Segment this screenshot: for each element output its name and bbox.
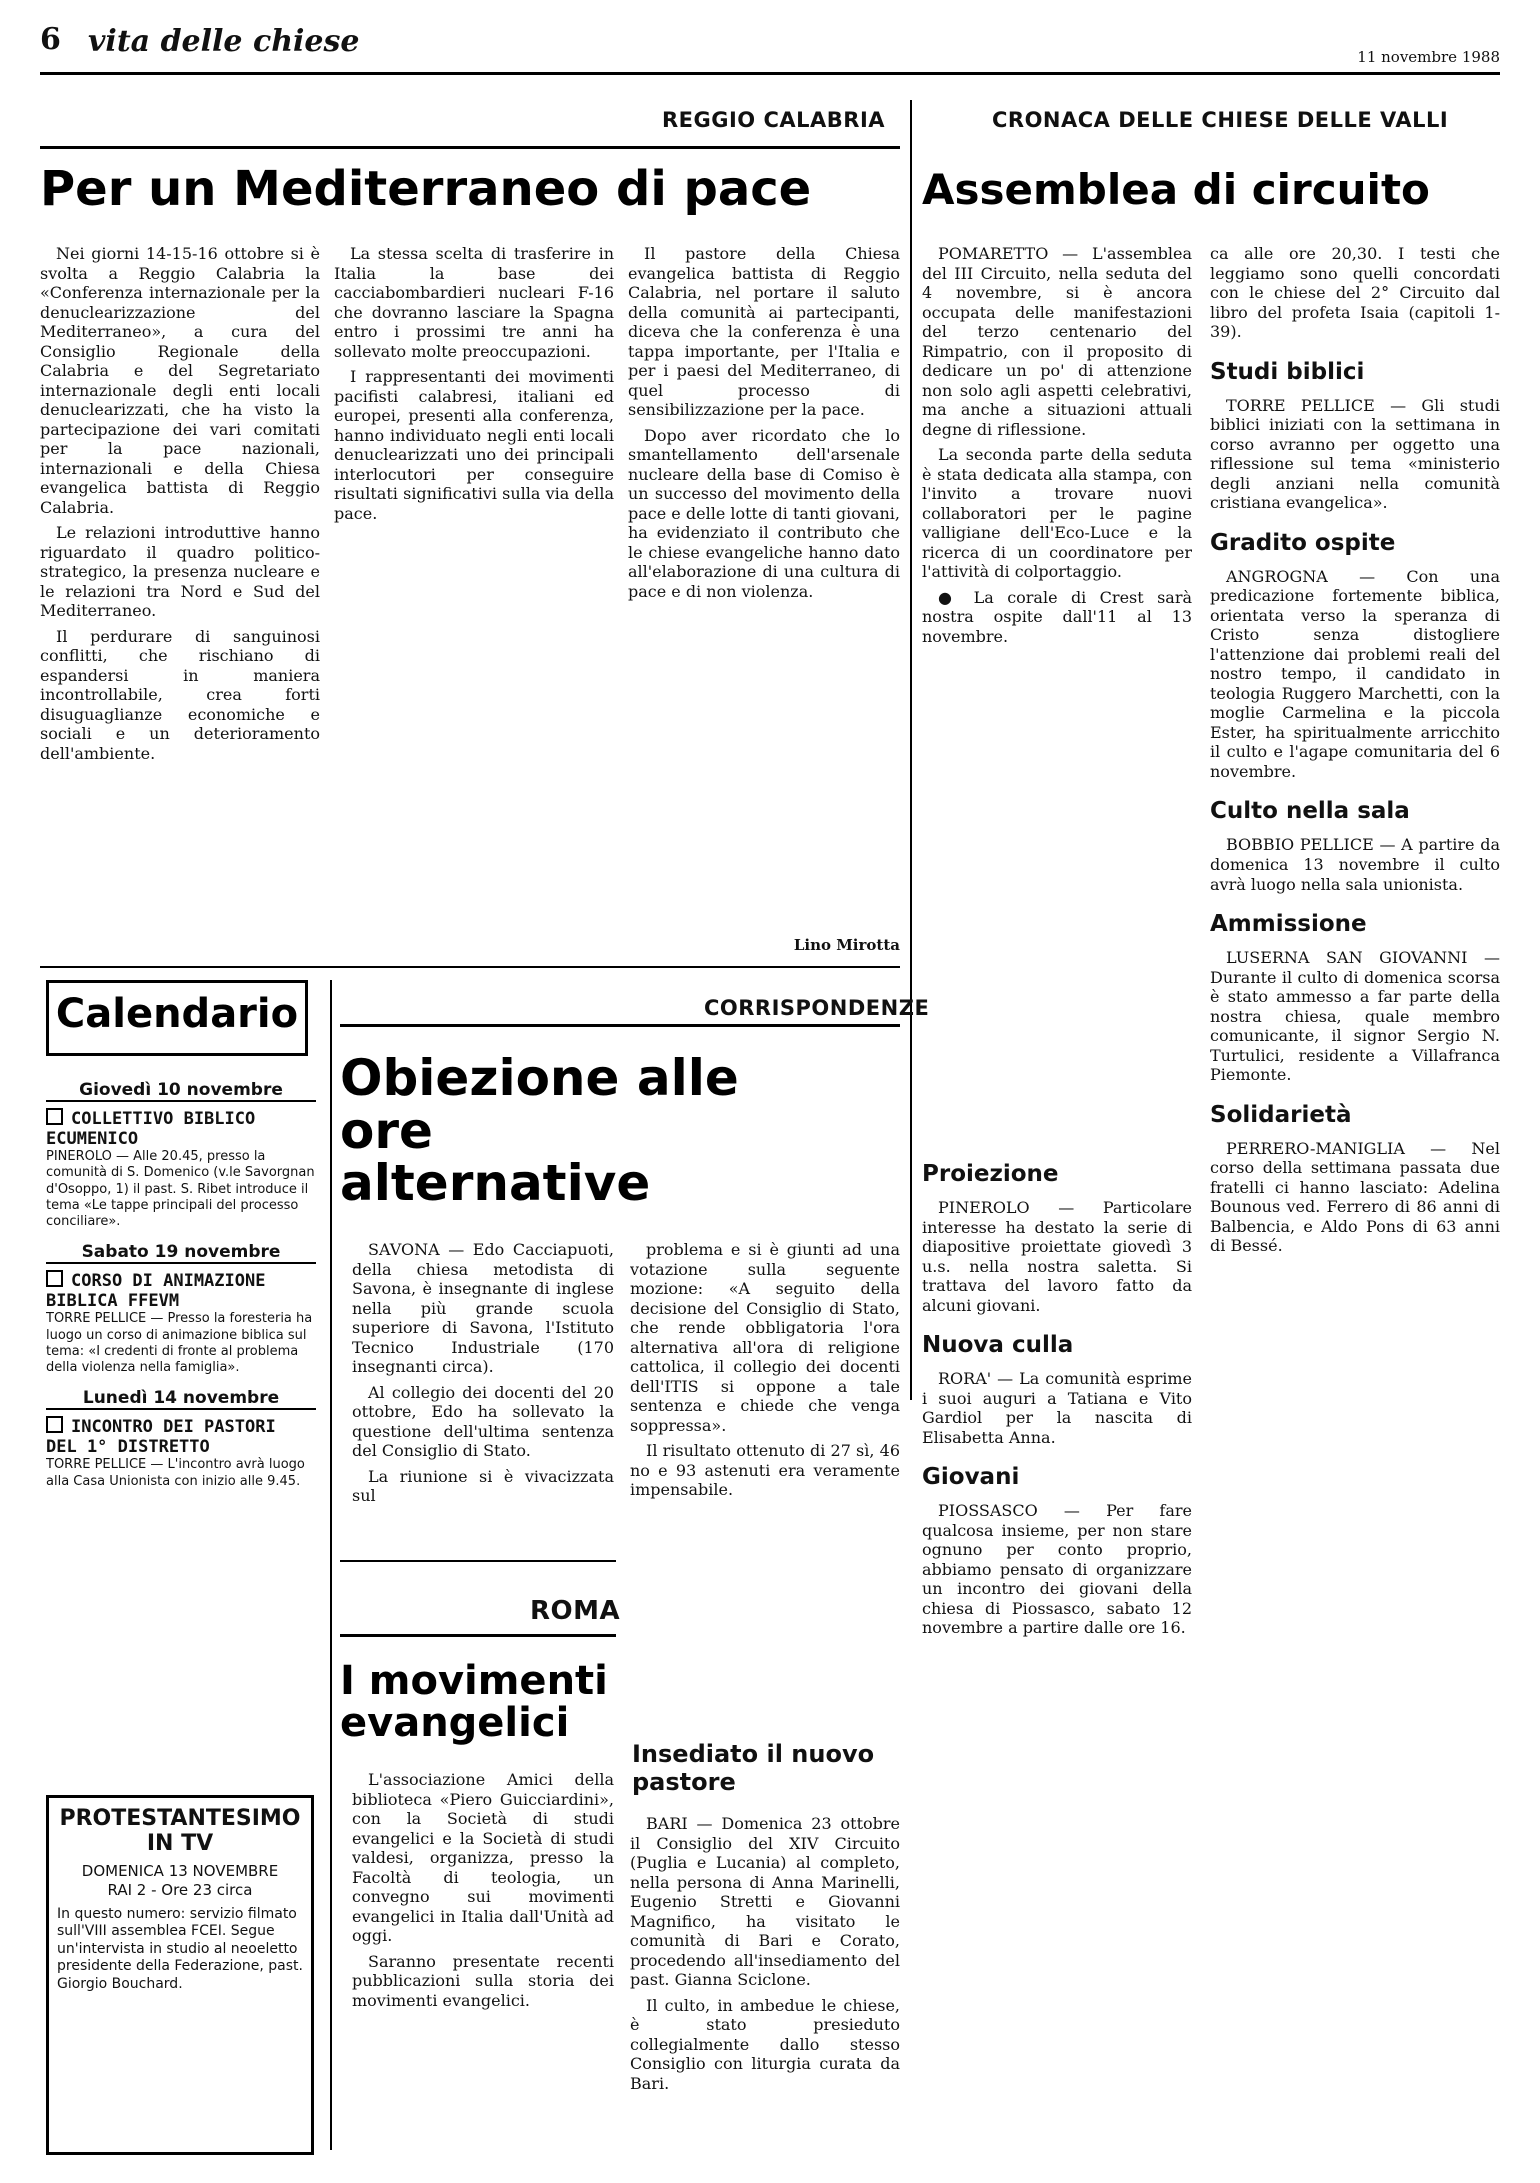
column-divider [330,980,332,2150]
paragraph: SAVONA — Edo Cacciapuoti, della chiesa metodista di Savona, è insegnante di inglese nella più grande scuola superiore di Savona, l'Istituto Tecnico Industriale (170 insegnanti circa). [352,1240,614,1377]
story-column [922,244,1192,1164]
column-divider [910,100,912,1400]
section-title: vita delle chiese [88,24,360,59]
paragraph: PERRERO-MANIGLIA — Nel corso della settimana passata due fratelli ci hanno lasciato: Adelina Bounous ved. Ferrero di 86 anni di Balbencia, e Aldo Pons di 63 anni di Bessé. [1210,1138,1500,1256]
paragraph: I rappresentanti dei movimenti pacifisti calabresi, italiani ed europei, presenti alla conferenza, hanno individuato negli enti locali denuclearizzati uno dei principali interlocutori per conseguire risultati significativi sulla via della pace. [334,367,614,523]
subhead-gradito: Gradito ospite [1210,529,1396,556]
paragraph: Il perdurare di sanguinosi conflitti, che rischiano di espandersi in maniera incontrollabile, crea forti disuguaglianze economiche e sociali e un deterioramento dell'ambiente. [40,626,320,763]
paragraph: La seconda parte della seduta è stata dedicata alla stampa, con l'invito a trovare nuovi collaboratori per le pagine valligiane dell'Eco-Luce e la ricerca di un coordinatore per l'attività di colportaggio. [922,445,1192,582]
event-day: Sabato 19 novembre [46,1242,316,1264]
subhead-studi: Studi biblici [1210,358,1365,385]
tv-text: In questo numero: servizio filmato sull'VIII assemblea FCEI. Segue un'intervista in studio al neoeletto presidente della Federazione, past. Giorgio Bouchard. [57,1905,303,1992]
kicker-reggio: REGGIO CALABRIA [662,108,886,132]
section-rule [340,1560,616,1562]
paragraph: LUSERNA SAN GIOVANNI — Durante il culto di domenica scorsa è stato ammesso a far parte della nostra chiesa, quale membro comunicante, il signor Sergio N. Turtulici, residente a Villafranca Piemonte. [1210,948,1500,1085]
page-number: 6 [40,22,61,57]
paragraph: BARI — Domenica 23 ottobre il Consiglio del XIV Circuito (Puglia e Lucania) al completo, nella persona di Anna Marinelli, Eugenio Stretti e Giovanni Magnifico, ha visitato le comunità di Bari e Corato, procedendo all'insediamento del past. Gianna Sciclone. [630,1814,900,1990]
story-column [334,244,614,944]
kicker-rule [340,1634,616,1637]
calendar-event [46,1080,316,1230]
paragraph: Il risultato ottenuto di 27 sì, 46 no e 93 astenuti era veramente impensabile. [630,1441,900,1500]
subhead-giovani: Giovani [922,1464,1020,1491]
kicker-roma: ROMA [530,1596,621,1626]
paragraph: Il pastore della Chiesa evangelica battista di Reggio Calabria, nel portare il saluto della comunità ai partecipanti, diceva che la conferenza è una tappa importante, per l'Italia e per i paesi del Mediterraneo, di quel processo di sensibilizzazione per la pace. [628,244,900,420]
calendar-event [46,1388,316,1490]
subhead-ammissione: Ammissione [1210,911,1367,938]
story-column [40,244,320,944]
paragraph: Al collegio dei docenti del 20 ottobre, Edo ha sollevato la questione dell'ultima sentenza del Consiglio di Stato. [352,1382,614,1461]
notices-column [1210,244,1500,2144]
paragraph: PINEROLO — Particolare interesse ha destato la serie di diapositive proiettate giovedì 3 u.s. nella nostra saletta. Si trattava del lavoro fatto da alcuni giovani. [922,1198,1192,1315]
kicker-rule [340,1024,900,1027]
headline-insediato: Insediato il nuovo pastore [632,1740,875,1796]
paragraph: ● La corale di Crest sarà nostra ospite dall'11 al 13 novembre. [922,587,1192,646]
paragraph: ANGROGNA — Con una predicazione fortemente biblica, orientata verso la speranza di Cristo senza distogliere l'attenzione dai problemi reali del nostro tempo, il candidato in teologia Ruggero Marchetti, con la moglie Carmelina e la piccola Ester, ha spiritualmente arricchito il culto e l'agape comunitaria del 6 novembre. [1210,566,1500,781]
calendar-title: Calendario [55,991,299,1037]
paragraph: La stessa scelta di trasferire in Italia la base dei cacciabombardieri nucleari F-16 che dovranno lasciare la Spagna entro i prossimi tre anni ha sollevato molte preoccupazioni. [334,244,614,361]
paragraph: La riunione si è vivacizzata sul [352,1466,614,1506]
story-column [352,1240,614,1560]
paragraph: TORRE PELLICE — Gli studi biblici iniziati con la settimana in corso avranno per oggetto una riflessione sul tema «ministerio degli anziani nella comunità cristiana evangelica». [1210,395,1500,513]
kicker-valli: CRONACA DELLE CHIESE DELLE VALLI [992,108,1449,132]
tv-box [46,1795,314,2155]
paragraph: Saranno presentate recenti pubblicazioni sulla storia dei movimenti evangelici. [352,1951,614,2010]
notices-column [922,1160,1192,2150]
event-name: COLLETTIVO BIBLICO ECUMENICO [46,1109,256,1149]
paragraph: Nei giorni 14-15-16 ottobre si è svolta a Reggio Calabria la «Conferenza internazionale per la denuclearizzazione del Mediterraneo», a cura del Consiglio Regionale della Calabria e del Segretariato internazionale degli enti locali denuclearizzati, che ha visto la partecipazione dei vari comitati per la pace nazionali, internazionali e della Chiesa evangelica battista di Reggio Calabria. [40,244,320,517]
event-day: Lunedì 14 novembre [46,1388,316,1410]
paragraph: Le relazioni introduttive hanno riguardato il quadro politico-strategico, la presenza nucleare e le relazioni tra Nord e Sud del Mediterraneo. [40,523,320,621]
event-text: TORRE PELLICE — L'incontro avrà luogo alla Casa Unionista con inizio alle 9.45. [46,1457,305,1489]
calendar-title-box [46,980,308,1056]
author-signature: Lino Mirotta [793,936,900,954]
kicker-rule [40,146,900,149]
paragraph: Dopo aver ricordato che lo smantellamento dell'arsenale nucleare della base di Comiso è un successo del movimento della pace e delle lotte di tanti giovani, ha evidenziato il contributo che le chiese evangeliche hanno dato all'elaborazione di una cultura di pace e di non violenza. [628,425,900,601]
paragraph: problema e si è giunti ad una votazione sulla seguente mozione: «A seguito della decisione del Consiglio di Stato, che rende obbligatoria l'ora alternativa all'ora di religione cattolica, il collegio dei docenti dell'ITIS si oppone a tale sentenza e chiede che venga soppressa». [630,1240,900,1435]
headline-mediterraneo: Per un Mediterraneo di pace [40,161,812,217]
issue-date: 11 novembre 1988 [1357,48,1500,66]
story-column [352,1770,614,2150]
paragraph: RORA' — La comunità esprime i suoi auguri a Tatiana e Vito Gardiol per la nascita di Elisabetta Anna. [922,1369,1192,1447]
checkbox-icon [46,1270,63,1287]
calendar-event [46,1242,316,1376]
masthead [40,18,1500,68]
subhead-culla: Nuova culla [922,1332,1074,1359]
section-rule [40,966,900,968]
kicker-corrispondenze: CORRISPONDENZE [704,996,930,1020]
paragraph: L'associazione Amici della biblioteca «Piero Guicciardini», con la Società di studi evangelici e la Società di studi valdesi, organizza, presso la Facoltà di teologia, un convegno sui movimenti evangelici in Italia dall'Unità ad oggi. [352,1770,614,1946]
event-text: PINEROLO — Alle 20.45, presso la comunità di S. Domenico (v.le Savorgnan d'Osoppo, 1) il past. S. Ribet introduce il tema «Le tappe principali del processo conciliare». [46,1149,315,1229]
checkbox-icon [46,1416,63,1433]
subhead-solidarieta: Solidarietà [1210,1101,1352,1128]
tv-title: PROTESTANTESIMO IN TV [59,1806,301,1856]
paragraph: POMARETTO — L'assemblea del III Circuito, nella seduta del 4 novembre, si è ancora occupata delle manifestazioni del terzo centenario del Rimpatrio, con il proposito di dedicare un po' di attenzione non solo agli aspetti celebrativi, ma anche a situazioni attuali degne di riflessione. [922,244,1192,439]
headline-assemblea: Assemblea di circuito [922,165,1430,214]
story-column [628,244,900,924]
subhead-proiezione: Proiezione [922,1161,1059,1187]
story-column [630,1240,900,1660]
tv-channel: RAI 2 - Ore 23 circa [107,1880,253,1899]
headline-movimenti: I movimenti evangelici [340,1658,608,1746]
event-name: INCONTRO DEI PASTORI DEL 1° DISTRETTO [46,1417,276,1458]
paragraph: Il culto, in ambedue le chiese, è stato presieduto collegialmente dallo stesso Consiglio con liturgia curata da Bari. [630,1995,900,2093]
checkbox-icon [46,1108,63,1125]
headline-obiezione: Obiezione alle ore alternative [340,1049,739,1212]
event-name: CORSO DI ANIMAZIONE BIBLICA FFEVM [46,1271,266,1312]
story-column [630,1814,900,2150]
event-text: TORRE PELLICE — Presso la foresteria ha luogo un corso di animazione biblica sul tema: «I credenti di fronte al problema della violenza nella famiglia». [46,1311,313,1375]
paragraph: ca alle ore 20,30. I testi che leggiamo sono quelli concordati con le chiese del 2° Circuito dal libro del profeta Isaia (capitoli 1-39). [1210,244,1500,342]
paragraph: PIOSSASCO — Per fare qualcosa insieme, per non stare ognuno per conto proprio, abbiamo pensato di organizzare un incontro dei giovani della chiesa di Piossasco, sabato 12 novembre a partire dalle ore 16. [922,1501,1192,1638]
paragraph: BOBBIO PELLICE — A partire da domenica 13 novembre il culto avrà luogo nella sala unionista. [1210,835,1500,894]
subhead-culto: Culto nella sala [1210,798,1410,825]
masthead-rule [40,72,1500,75]
tv-date: DOMENICA 13 NOVEMBRE [81,1862,279,1880]
event-day: Giovedì 10 novembre [46,1080,316,1102]
